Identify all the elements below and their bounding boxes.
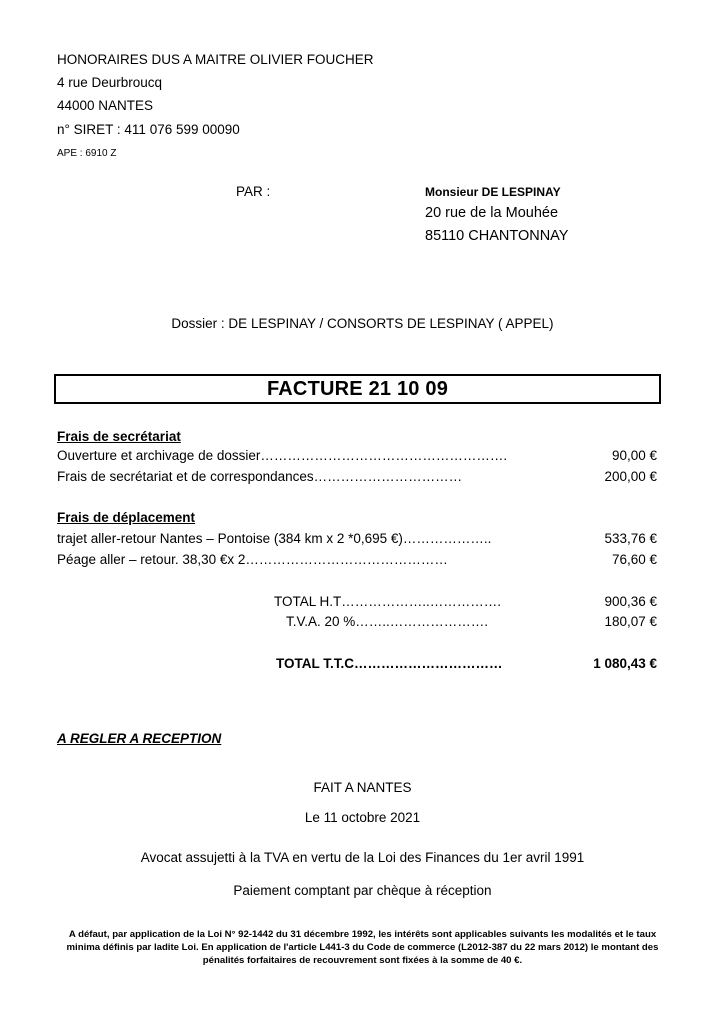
par-label: PAR : [236, 184, 271, 199]
invoice-title-box [54, 374, 661, 404]
tva-note: Avocat assujetti à la TVA en vertu de la Loi des Finances du 1er avril 1991 [140, 850, 585, 865]
recipient-address-street: 20 rue de la Mouhée [425, 205, 559, 221]
sender-line-1: HONORAIRES DUS A MAITRE OLIVIER FOUCHER [57, 52, 374, 67]
tva-amount: 180,07 € [604, 614, 657, 629]
line-item-amount: 533,76 € [604, 531, 657, 546]
payment-note: Paiement comptant par chèque à réception [233, 883, 492, 898]
total-ht-label: TOTAL H.T………………..……………. [274, 594, 502, 609]
total-ttc-label: TOTAL T.T.C…………………………… [276, 656, 503, 671]
sender-address-city: 44000 NANTES [57, 98, 154, 113]
place: FAIT A NANTES [313, 780, 412, 795]
recipient-name: Monsieur DE LESPINAY [425, 185, 561, 199]
line-item-label: Frais de secrétariat et de correspondances…………………………… [57, 469, 463, 484]
line-item-label: Ouverture et archivage de dossier………………………………………………. [57, 448, 508, 463]
total-ttc-amount: 1 080,43 € [593, 656, 657, 671]
line-item-amount: 200,00 € [604, 469, 657, 484]
total-ht-amount: 900,36 € [604, 594, 657, 609]
line-item-amount: 90,00 € [611, 448, 657, 463]
line-item-label: trajet aller-retour Nantes – Pontoise (384 km x 2 *0,695 €)……………….. [57, 531, 492, 546]
line-item-label: Péage aller – retour. 38,30 €x 2……………………………………… [57, 552, 448, 567]
payment-terms: A REGLER A RECEPTION [57, 731, 222, 746]
recipient-address-city: 85110 CHANTONNAY [425, 228, 569, 244]
legal-footer: A défaut, par application de la Loi N° 92-1442 du 31 décembre 1992, les intérêts sont applicables suivants les modalités et le taux minima définis par ladite Loi. En application de l'article L441-3 du Code de commerce (L2012-387 du 22 mars 2012) le montant des pénalités forfaitaires de recouvrement sont fixées à la somme de 40 €. [66, 929, 659, 966]
invoice-date: Le 11 octobre 2021 [304, 810, 421, 825]
invoice-title: FACTURE 21 10 09 [266, 378, 449, 400]
sender-siret: n° SIRET : 411 076 599 00090 [57, 122, 240, 137]
tva-label: T.V.A. 20 %……..…………………. [286, 614, 489, 629]
section-heading-deplacement: Frais de déplacement [57, 510, 196, 525]
dossier-reference: Dossier : DE LESPINAY / CONSORTS DE LESPINAY ( APPEL) [171, 316, 554, 331]
line-item-amount: 76,60 € [611, 552, 657, 567]
sender-ape: APE : 6910 Z [57, 148, 117, 159]
section-heading-secretariat: Frais de secrétariat [57, 429, 181, 444]
sender-address-street: 4 rue Deurbroucq [57, 75, 163, 90]
